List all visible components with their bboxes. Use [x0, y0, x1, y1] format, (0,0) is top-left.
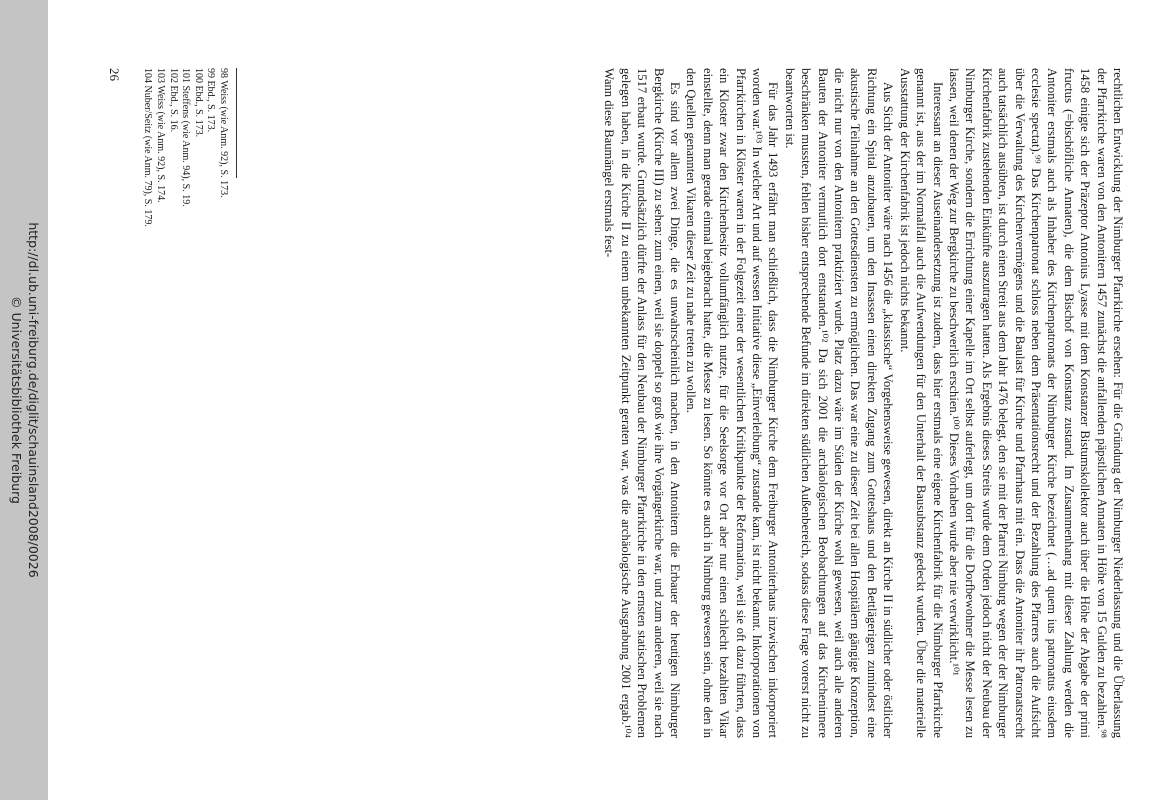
footnote: 101 Steffens (wie Anm. 94), S. 19.	[180, 68, 192, 207]
footnote: 103 Weiss (wie Anm. 92), S. 174.	[155, 68, 167, 203]
paragraph-2: Interessant an dieser Auseinandersetzung ist zudem, dass hier erstmals eine eigene Kirchenfabrik für die Nimburger Pfarrkirche genannt ist, aus der im Normalfall auch die Aufwendungen für den Unterhalt der Bausubstanz gedeckt wurden. Über die materielle Ausstattung der Kirchenfabrik ist jedoch nichts bekannt.	[897, 68, 945, 738]
footnote: 104 Nuber/Seitz (wie Anm. 79), S. 179.	[142, 68, 154, 227]
page-number: 26	[107, 68, 122, 81]
footnote-divider	[236, 68, 237, 178]
url-strip	[0, 0, 50, 800]
rotated-page-content	[92, 30, 1132, 770]
footnotes	[141, 68, 229, 468]
scanned-page	[48, 0, 1176, 800]
footnote: 99 Ebd., S. 173.	[205, 68, 217, 133]
copyright-text: © Universitätsbibliothek Freiburg	[9, 296, 24, 504]
footnote: 98 Weiss (wie Anm. 92), S. 173.	[218, 68, 229, 198]
url-link[interactable]: http://dl.ub.uni-freiburg.de/diglit/schauinsland2008/0026	[26, 222, 41, 578]
paragraph-3: Aus Sicht der Antoniter wäre nach 1456 die „klassische“ Vorgehensweise gewesen, direkt an Kirche II in südlicher oder östlicher Richtung ein Spital anzubauen, um den Insassen einen direkten Zugang zum Gotteshaus und den Bettlägerigen zumindest eine akustische Teilnahme an den Gottesdiensten zu ermöglichen. Das war eine zu dieser Zeit bei allen Hospitälern gängige Konzeption, die nicht nur von den Antonitern praktiziert wurde. Platz dazu wäre im Süden der Kirche wohl gewesen, weil auch alle anderen Bauten der Antoniter vermutlich dort entstanden.¹⁰² Da sich 2001 die archäologischen Beobachtungen auf das Kircheninnere beschränken mussten, fehlen bisher entsprechende Befunde im direkten südlichen Außenbereich, sodass diese Frage vorerst nicht zu beantworten ist.	[782, 68, 896, 738]
footnote: 100 Ebd., S. 173.	[192, 68, 204, 138]
paragraph-1: rechtlichen Entwicklung der Nimburger Pfarrkirche ersehen: Für die Gründung der Nimburger Niederlassung und die Überlassung der Pfarrkirche waren von den Antonitern 1457 zunächst die anfallenden päpstlichen Annaten in Höhe von 15 Gulden zu bezahlen.⁹⁸ 1458 einigte sich der Präzeptor Antonius Lyasse mit dem Konstanzer Bistumskollektor auch über die Höhe der Abgabe der primi fructus (=bischöfliche Annaten), die dem Bischof von Konstanz zustand. Im Zusammenhang mit dieser Zahlung werden die Antoniter erstmals auch als Inhaber des Kirchenpatronats der Nimburger Kirche bezeichnet (…ad quem ius patronatus eiusdem ecclesie spectat).⁹⁹ Das Kirchenpatronat schloss neben dem Präsentationsrecht und der Bezahlung des Pfarrers auch die Aufsicht über die Verwaltung des Kirchenvermögens und die Baulast für Kirche und Pfarrhaus mit ein. Dass die Antoniter ihr Patronatsrecht auch tatsächlich ausübten, ist durch einen Streit aus dem Jahr 1476 belegt, den sie mit der Pfarrei Nimburg wegen der der Nimburger Kirchenfabrik zustehenden Einkünfte auszutragen hatten. Als Ergebnis dieses Streits wurde dem Orden jedoch nicht der Neubau der Nimburger Kirche, sondern die Errichtung einer Kapelle im Ort selbst auferlegt, um dort für die Dorfbewohner die Messe lesen zu lassen, weil denen der Weg zur Bergkirche zu beschwerlich erschien.¹⁰⁰ Dieses Vorhaben wurde aber nie verwirklicht.¹⁰¹	[946, 68, 1125, 738]
paragraph-4: Für das Jahr 1493 erfährt man schließlich, dass die Nimburger Kirche dem Freiburger Antoniterhaus inzwischen inkorporiert worden war.¹⁰³ In welcher Art und auf wessen Initiative diese „Einverleibung“ zustande kam, ist nicht bekannt. Inkorporationen von Pfarrkirchen in Klöster waren in der Folgezeit einer der wesentlichen Kritikpunkte der Reformation, weil sie oft dazu führten, dass ein Kloster zwar den Kirchenbesitz vollumfänglich nutzte, für die Seelsorge vor Ort aber nur einen schlecht bezahlten Vikar einstellte, denn man gerade einmal beigebracht hatte, die Messe zu lesen. So könnte es auch in Nimburg gewesen sein, ohne den in den Quellen genannten Vikaren dieser Zeit zu nahe treten zu wollen.	[684, 68, 781, 738]
paragraph-5: Es sind vor allem zwei Dinge, die es unwahrscheinlich machen, in den Antonitern die Erbauer der heutigen Nimburger Bergkirche (Kirche III) zu sehen: zum einen, weil sie doppelt so groß wie ihre Vorgängerkirche war, und zum anderen, weil sie nach 1517 erbaut wurde. Grundsätzlich dürfte der Anlass für den Neubau der Nimburger Pfarrkirche in den ernsten statischen Problemen gelegen haben, in die Kirche II zu einem unbekannten Zeitpunkt geraten war, was die archäologische Ausgrabung 2001 ergab.¹⁰⁴ Wann diese Baumängel erstmals fest-	[602, 68, 683, 738]
body-text	[601, 68, 1126, 738]
left-chrome-strip	[0, 0, 48, 800]
footnote: 102 Ebd., S. 16.	[167, 68, 179, 133]
